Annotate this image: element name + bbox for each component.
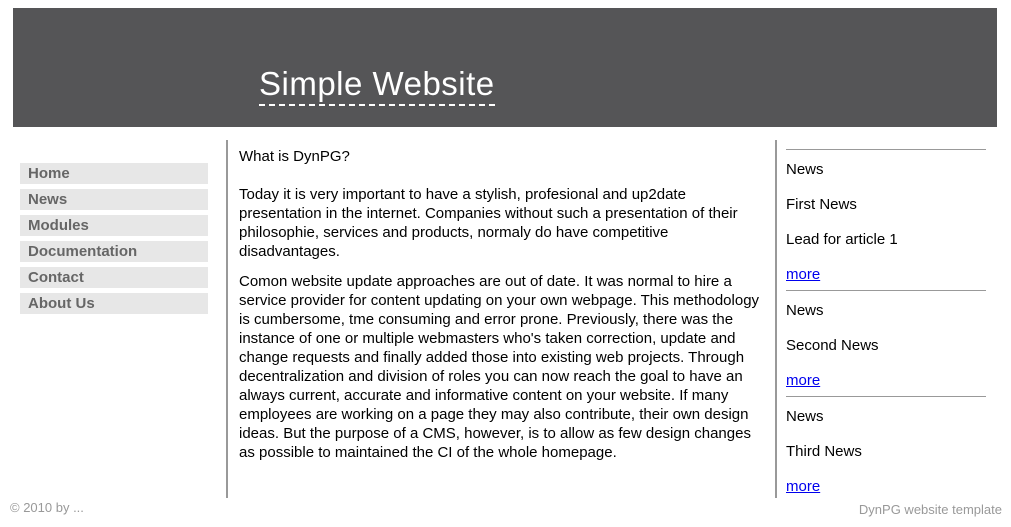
article-paragraph: Today it is very important to have a stylish, profesional and up2date presentation in the internet. Companies without such a presentation of their philosophie, services and products, normaly do have competitive disadvantages.	[239, 186, 738, 260]
content-right-divider	[775, 140, 777, 498]
news-block-divider	[786, 290, 986, 291]
news-title: Third News	[786, 443, 862, 460]
article-paragraph: Comon website update approaches are out of date. It was normal to hire a service provider for content updating on your own webpage. This methodology is cumbersome, tme consuming and error prone. Previously, there was the instance of one or multiple webmasters who's taken correction, update and change requests and finally added those into existing web projects. Through decentralization and division of roles you can now reach the goal to have an always current, accurate and informative content on your website. If many employees are working on a page they may also contribute, their own design ideas. But the purpose of a CMS, however, is to allow as few design changes as possible to maintained the CI of the whole homepage.	[239, 273, 760, 461]
news-category-label: News	[786, 408, 824, 425]
more-link[interactable]: more	[786, 478, 821, 495]
nav-item-about-us[interactable]: About Us	[20, 293, 208, 314]
site-title: Simple Website	[259, 67, 495, 106]
content-left-divider	[226, 140, 228, 498]
main-content	[239, 147, 764, 473]
news-category-label: News	[786, 302, 824, 319]
article-heading: What is DynPG?	[239, 148, 350, 165]
news-block-divider	[786, 396, 986, 397]
nav-menu	[20, 163, 208, 319]
news-more-line	[786, 373, 986, 388]
news-lead: Lead for article 1	[786, 231, 898, 248]
news-block-2	[786, 290, 986, 388]
news-category-label: News	[786, 161, 824, 178]
footer-copyright: © 2010 by ...	[10, 500, 84, 515]
nav-item-news[interactable]: News	[20, 189, 208, 210]
nav-item-home[interactable]: Home	[20, 163, 208, 184]
news-block-divider	[786, 149, 986, 150]
nav-item-documentation[interactable]: Documentation	[20, 241, 208, 262]
nav-item-contact[interactable]: Contact	[20, 267, 208, 288]
news-title: First News	[786, 196, 857, 213]
news-column	[786, 149, 986, 502]
news-title: Second News	[786, 337, 879, 354]
site-header	[13, 8, 997, 127]
more-link[interactable]: more	[786, 372, 821, 389]
news-block-3	[786, 396, 986, 494]
footer-credit: DynPG website template	[858, 502, 1002, 517]
nav-item-modules[interactable]: Modules	[20, 215, 208, 236]
more-link[interactable]: more	[786, 266, 821, 283]
news-block-1	[786, 149, 986, 282]
news-more-line	[786, 267, 986, 282]
news-more-line	[786, 479, 986, 494]
